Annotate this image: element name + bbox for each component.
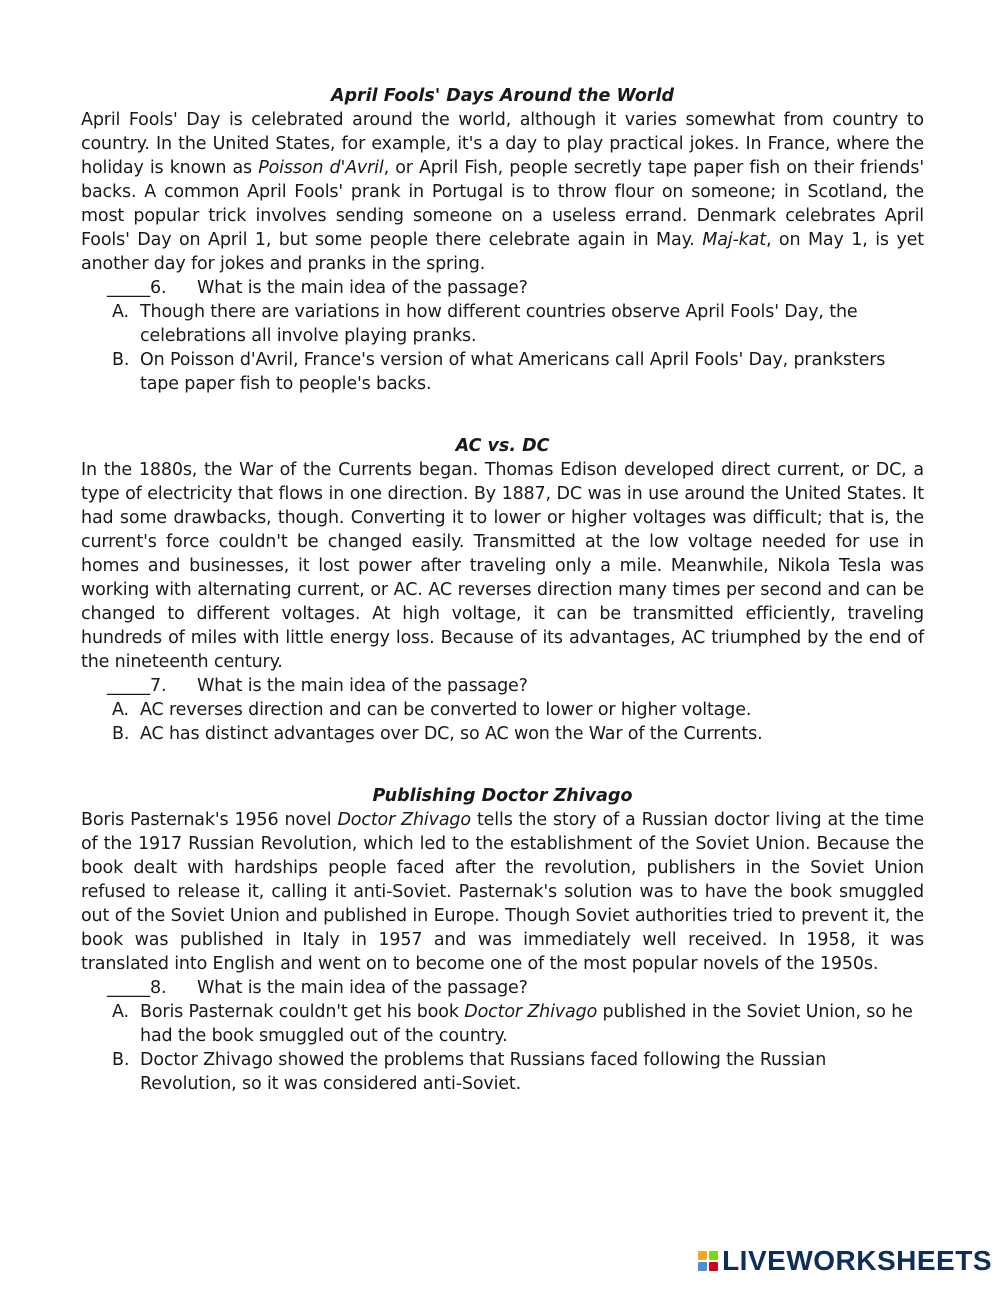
option-letter: B. xyxy=(112,724,130,744)
option-letter: A. xyxy=(112,1002,129,1022)
passage-section xyxy=(81,784,924,1096)
passage-text xyxy=(81,458,924,674)
passage-text xyxy=(81,808,924,976)
logo-square xyxy=(709,1251,718,1260)
option-text xyxy=(140,724,763,744)
text-run: , or April Fish, people secretly tape paper fish on their friends' backs. A common April Fools' prank in Portugal is to throw flour on someone; in Scotland, the most popular trick involves sending someone on a useless errand. Denmark celebrates April Fools' Day on April 1, but some people there celebrate again in May. xyxy=(81,158,924,250)
option-letter: B. xyxy=(112,350,130,370)
passage-section xyxy=(81,434,924,746)
section-title: AC vs. DC xyxy=(455,436,550,456)
worksheet-page xyxy=(81,84,924,1134)
answer-options xyxy=(81,300,924,396)
text-run: AC reverses direction and can be converted to lower or higher voltage. xyxy=(140,700,752,720)
question xyxy=(81,276,924,300)
question-text: What is the main idea of the passage? xyxy=(197,278,528,298)
answer-blank[interactable]: _____7. xyxy=(107,676,167,696)
option-text xyxy=(140,1050,826,1094)
liveworksheets-logo xyxy=(698,1245,992,1277)
italic-text: Poisson d'Avril xyxy=(258,158,384,178)
option-text xyxy=(140,1002,913,1046)
passage-text xyxy=(81,108,924,276)
section-title: April Fools' Days Around the World xyxy=(330,86,675,106)
answer-option[interactable] xyxy=(81,698,924,722)
logo-mark-icon xyxy=(698,1251,718,1271)
text-run: Boris Pasternak couldn't get his book xyxy=(140,1002,465,1022)
option-text xyxy=(140,700,751,720)
option-letter: A. xyxy=(112,302,129,322)
italic-text: Doctor Zhivago xyxy=(464,1002,598,1022)
logo-square xyxy=(698,1262,707,1271)
question xyxy=(81,674,924,698)
answer-option[interactable] xyxy=(81,1048,924,1096)
answer-blank[interactable]: _____6. xyxy=(107,278,167,298)
option-letter: B. xyxy=(112,1050,130,1070)
italic-text: Doctor Zhivago xyxy=(337,810,471,830)
logo-text: LIVEWORKSHEETS xyxy=(722,1245,992,1276)
section-title: Publishing Doctor Zhivago xyxy=(372,786,633,806)
text-run: Boris Pasternak's 1956 novel xyxy=(81,810,338,830)
answer-options xyxy=(81,1000,924,1096)
text-run: Though there are variations in how different countries observe April Fools' Day, the celebrations all involve playing pranks. xyxy=(140,302,858,346)
text-run: On Poisson d'Avril, France's version of what Americans call April Fools' Day, pranksters tape paper fish to people's backs. xyxy=(140,350,886,394)
option-text xyxy=(140,350,885,394)
text-run: tells the story of a Russian doctor living at the time of the 1917 Russian Revolution, which led to the establishment of the Soviet Union. Because the book dealt with hardships people faced after the revolution, publishers in the Soviet Union refused to release it, calling it anti-Soviet. Pasternak's solution was to have the book smuggled out of the Soviet Union and published in Europe. Though Soviet authorities tried to prevent it, the book was published in Italy in 1957 and was immediately well received. In 1958, it was translated into English and went on to become one of the most popular novels of the 1950s. xyxy=(81,810,924,974)
answer-option[interactable] xyxy=(81,722,924,746)
option-letter: A. xyxy=(112,700,129,720)
passage-section xyxy=(81,84,924,396)
option-text xyxy=(140,302,858,346)
answer-option[interactable] xyxy=(81,1000,924,1048)
answer-option[interactable] xyxy=(81,348,924,396)
answer-option[interactable] xyxy=(81,300,924,348)
answer-options xyxy=(81,698,924,746)
text-run: In the 1880s, the War of the Currents began. Thomas Edison developed direct current, or DC, a type of electricity that flows in one direction. By 1887, DC was in use around the United States. It had some drawbacks, though. Converting it to lower or higher voltages was difficult; that is, the current's force couldn't be changed easily. Transmitted at the low voltage needed for use in homes and businesses, it lost power after traveling only a mile. Meanwhile, Nikola Tesla was working with alternating current, or AC. AC reverses direction many times per second and can be changed to different voltages. At high voltage, it can be transmitted efficiently, traveling hundreds of miles with little energy loss. Because of its advantages, AC triumphed by the end of the nineteenth century. xyxy=(81,460,924,672)
logo-square xyxy=(709,1262,718,1271)
italic-text: Maj-kat xyxy=(702,230,766,250)
question xyxy=(81,976,924,1000)
logo-square xyxy=(698,1251,707,1260)
text-run: published in the Soviet Union, so he had the book smuggled out of the country. xyxy=(140,1002,913,1046)
text-run: Doctor Zhivago showed the problems that Russians faced following the Russian Revolution, so it was considered anti-Soviet. xyxy=(140,1050,827,1094)
text-run: April Fools' Day is celebrated around the world, although it varies somewhat from country to country. In the United States, for example, it's a day to play practical jokes. In France, where the holiday is known as xyxy=(81,110,924,178)
answer-blank[interactable]: _____8. xyxy=(107,978,167,998)
question-text: What is the main idea of the passage? xyxy=(197,978,528,998)
question-text: What is the main idea of the passage? xyxy=(197,676,528,696)
text-run: AC has distinct advantages over DC, so AC won the War of the Currents. xyxy=(140,724,763,744)
text-run: , on May 1, is yet another day for jokes and pranks in the spring. xyxy=(81,230,924,274)
